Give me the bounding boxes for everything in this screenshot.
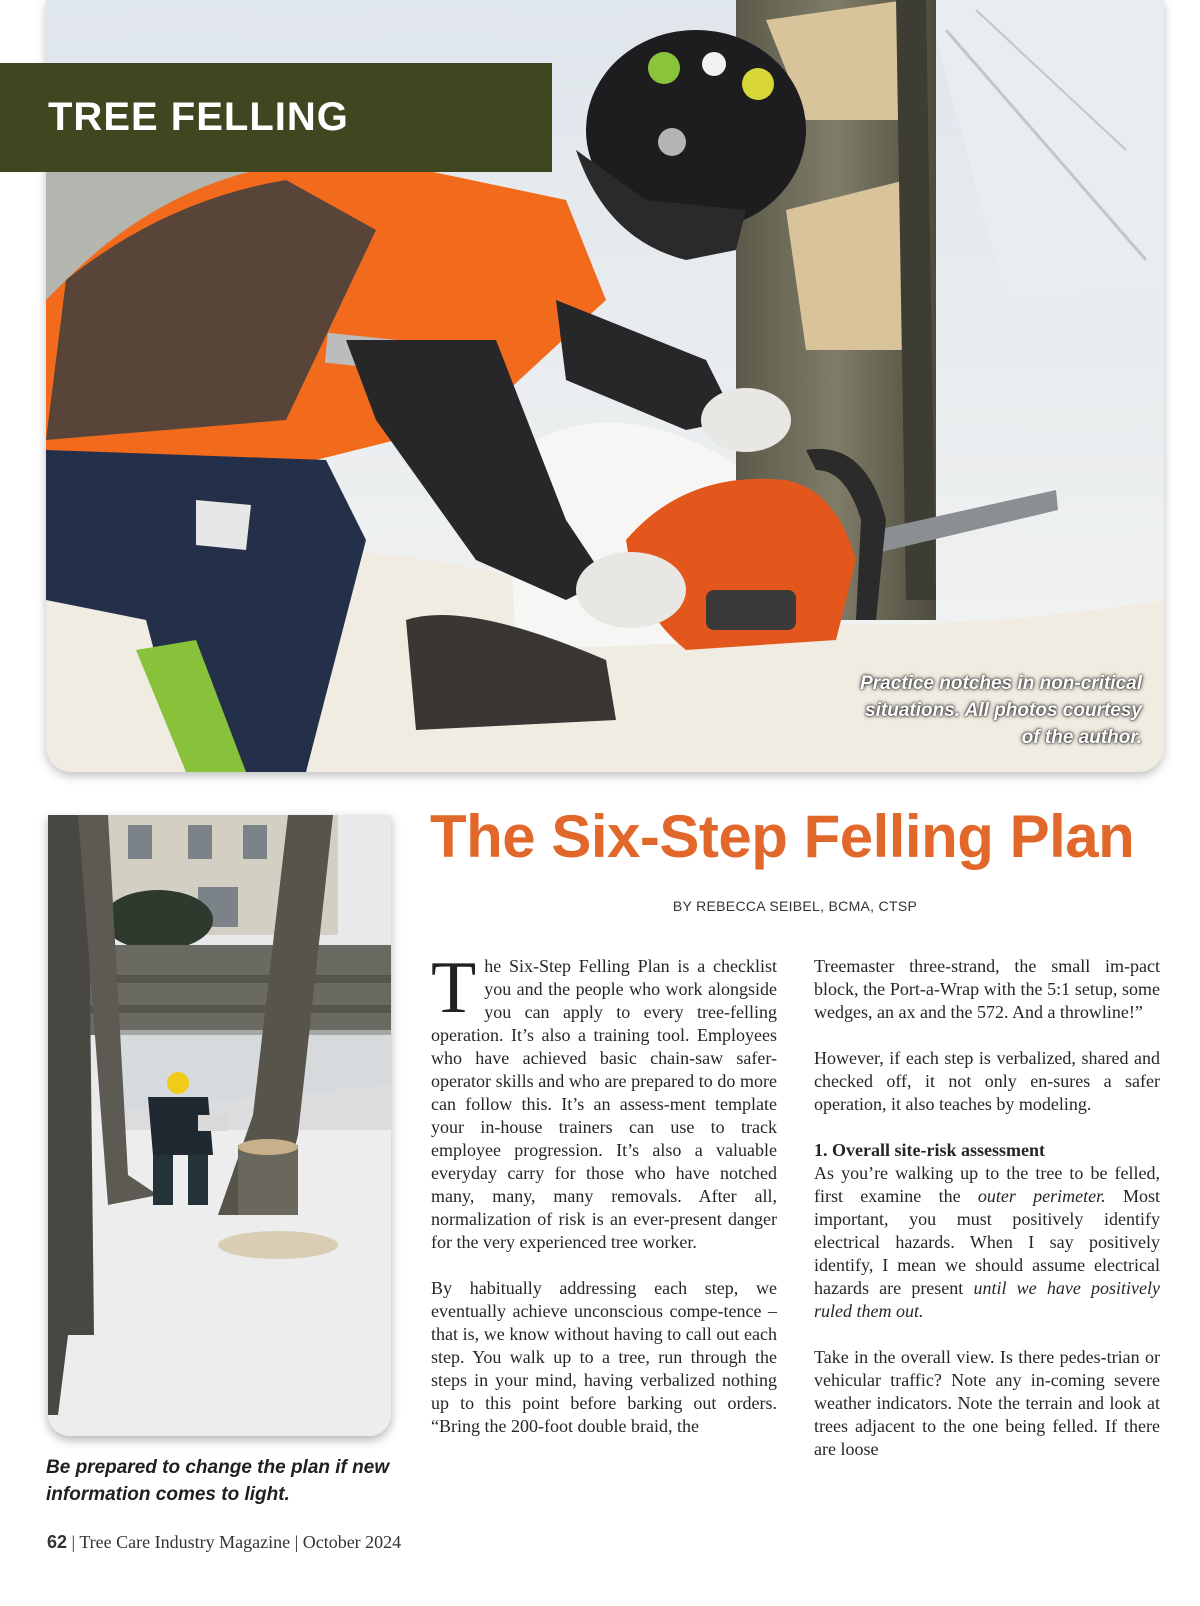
paragraph-5-text-a: As you’re walking up to the tree to be felled, first examine the bbox=[814, 1163, 1160, 1206]
footer-separator: | bbox=[67, 1532, 80, 1552]
paragraph-3: Treemaster three-strand, the small im-pact block, the Port-a-Wrap with the 5:1 setup, some wedges, an ax and the 572. And a throwline!” bbox=[814, 956, 1160, 1022]
article-title: The Six-Step Felling Plan bbox=[430, 803, 1135, 870]
hero-caption: Practice notches in non-critical situations. All photos courtesy of the author. bbox=[860, 673, 1142, 748]
page-footer bbox=[47, 1532, 401, 1553]
section-banner bbox=[0, 63, 552, 172]
paragraph-4: However, if each step is verbalized, shared and checked off, it not only en-sures a safer operation, it also teaches by modeling. bbox=[814, 1048, 1160, 1114]
paragraph-5-emphasis-2: until we have positively ruled them out. bbox=[814, 1278, 1160, 1321]
subhead-step-1: 1. Overall site-risk assessment bbox=[814, 1140, 1045, 1160]
drop-cap: T bbox=[431, 947, 477, 1029]
paragraph-2: By habitually addressing each step, we eventually achieve unconscious compe-tence – that is, we know without having to call out each step. You walk up to a tree, run through the steps in your mind, having verbalized nothing up to this point before barking out orders. “Bring the 200-foot double braid, the bbox=[431, 1278, 777, 1436]
paragraph-1 bbox=[431, 947, 777, 1254]
issue-date: October 2024 bbox=[302, 1532, 402, 1552]
side-photo bbox=[48, 815, 391, 1436]
paragraph-1-text: he Six-Step Felling Plan is a checklist you and the people who work alongside you can apply to every tree-felling operation. It’s also a training tool. Employees who have achieved basic chain-saw safer-operator skills and who are prepared to do more can follow this. It’s an assess-ment template your in-house trainers can use to track employee progression. It’s also a valuable everyday carry for those who have notched many, many, many removals. After all, normalization of risk is an ever-present danger for the very experienced tree worker. bbox=[431, 956, 777, 1252]
footer-separator-2: | bbox=[290, 1532, 303, 1552]
magazine-name: Tree Care Industry Magazine bbox=[79, 1532, 291, 1552]
page-number: 62 bbox=[47, 1532, 68, 1552]
paragraph-6: Take in the overall view. Is there pedes-trian or vehicular traffic? Note any in-coming severe weather indicators. Note the terrain and look at trees adjacent to the one being felled. If there are loose bbox=[814, 1347, 1160, 1459]
article-column-right bbox=[814, 955, 1160, 1484]
paragraph-5-text-b: Most important, you must positively identify electrical hazards. When I say positively identify, I mean we should assume electrical hazards are present bbox=[814, 1186, 1160, 1298]
paragraph-5-emphasis: outer perimeter. bbox=[977, 1186, 1106, 1206]
side-photo-illustration bbox=[48, 815, 391, 1436]
paragraph-5 bbox=[814, 1162, 1160, 1323]
side-photo-caption: Be prepared to change the plan if new information comes to light. bbox=[46, 1457, 390, 1505]
article-column-left bbox=[431, 947, 777, 1461]
section-label: TREE FELLING bbox=[48, 95, 349, 139]
article-byline: BY REBECCA SEIBEL, BCMA, CTSP bbox=[672, 898, 918, 914]
